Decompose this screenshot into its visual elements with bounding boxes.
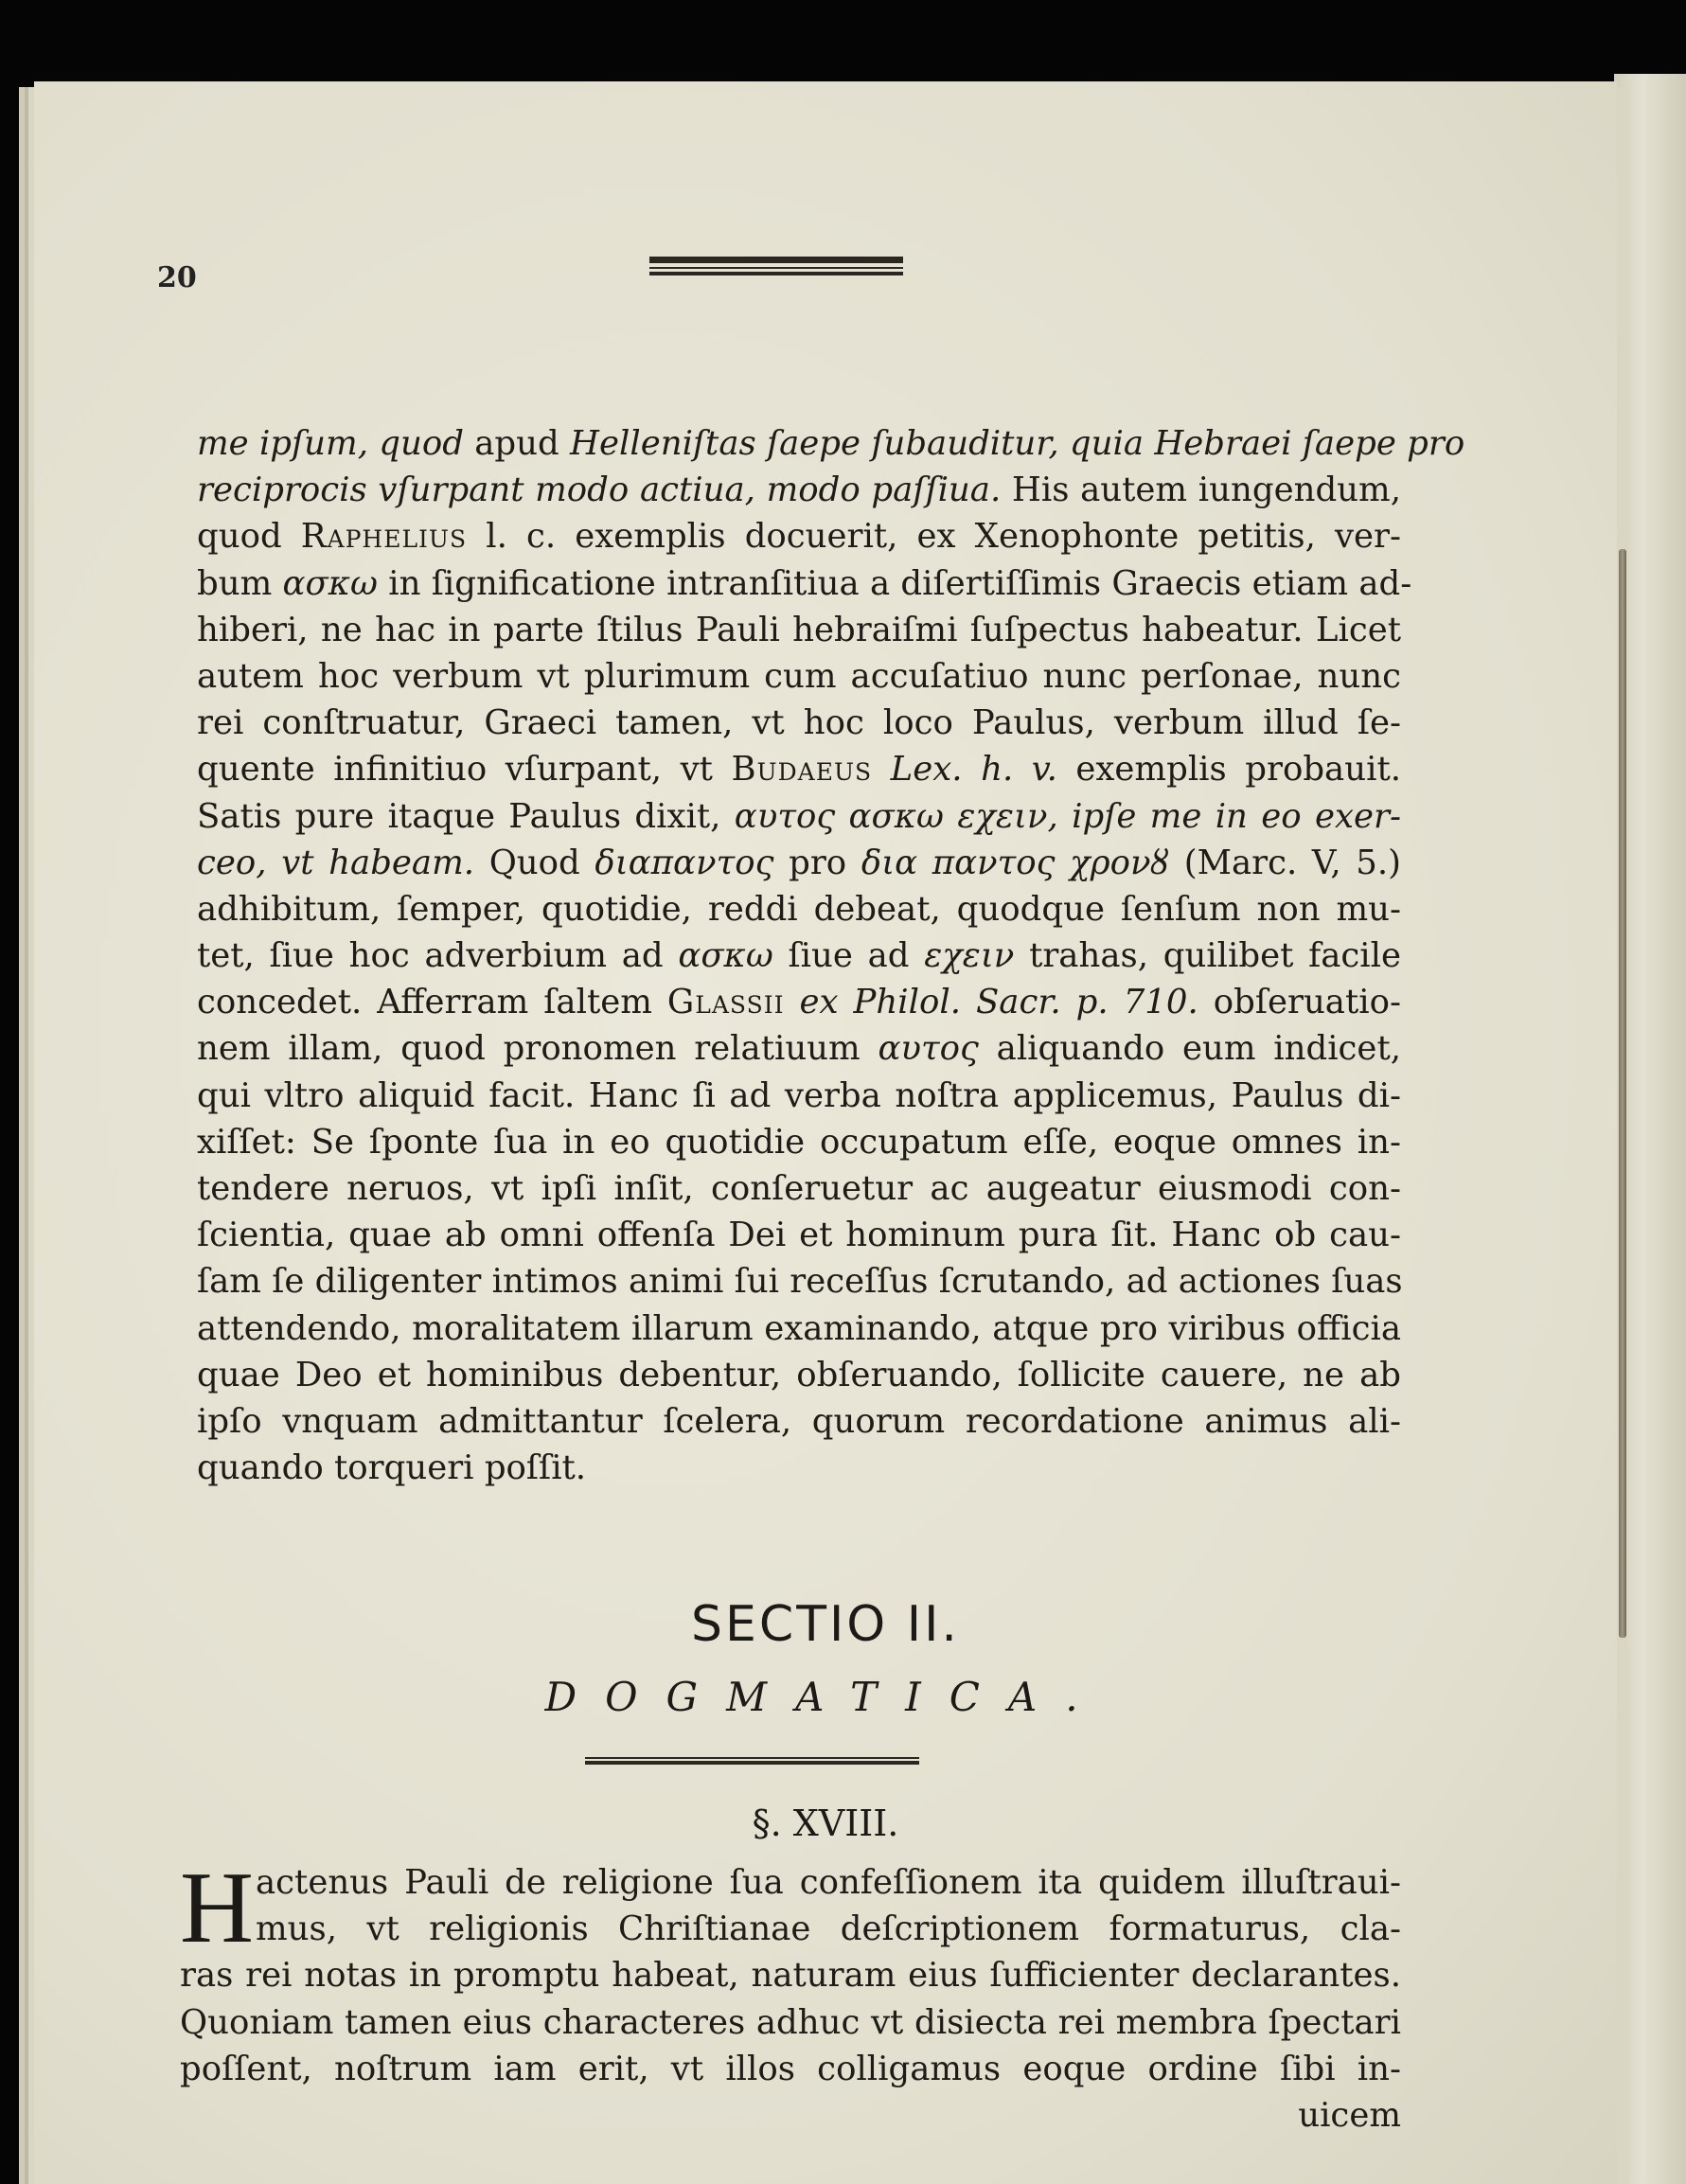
text-run: tendere neruos, vt ipſi inſit, conſeruetur ac augeatur eiusmodi con- — [197, 1169, 1401, 1208]
text-line — [197, 1398, 1401, 1445]
text-line: Quoniam tamen eius characteres adhuc vt disiecta rei membra ſpectari — [180, 2002, 1401, 2042]
text-line: poſſent, noſtrum iam erit, vt illos colligamus eoque ordine ſibi in- — [180, 2049, 1401, 2088]
text-line — [197, 1445, 1401, 1491]
text-run — [1058, 797, 1072, 836]
text-run: adhibitum, ſemper, quotidie, reddi debeat, quodque ſenſum non mu- — [197, 889, 1401, 929]
text-run: aliquando eum indicet, — [978, 1029, 1401, 1069]
text-run: trahas, quilibet facile — [1014, 936, 1401, 976]
text-run — [872, 750, 891, 789]
text-line — [197, 1119, 1401, 1165]
author-name: Raphelius — [300, 517, 468, 557]
greek-word: ασκω — [678, 936, 773, 976]
second-paragraph — [180, 1852, 1401, 2139]
text-line — [197, 793, 1401, 840]
text-line — [197, 653, 1401, 700]
text-run: Satis pure itaque Paulus dixit, — [197, 796, 735, 836]
text-line — [197, 700, 1401, 746]
text-line — [197, 1025, 1401, 1072]
text-run: ſiue ad — [772, 936, 925, 976]
text-run: quae Deo et hominibus debentur, obſeruando, ſollicite cauere, ne ab — [197, 1355, 1401, 1394]
section-subtitle: DOGMATICA. — [544, 1674, 1107, 1720]
text-line — [197, 979, 1401, 1025]
text-run: (Marc. V, 5.) — [1169, 843, 1402, 882]
text-line — [197, 1165, 1401, 1212]
text-run: ex Philol. Sacr. p. 710. — [799, 983, 1198, 1022]
drop-cap-initial: H — [180, 1852, 254, 1964]
text-run: nem illam, quod pronomen relatiuum — [197, 1029, 878, 1069]
page-number: 20 — [157, 261, 197, 294]
text-line — [197, 420, 1465, 467]
text-run: obſeruatio- — [1198, 983, 1401, 1022]
text-run: l. c. exemplis docuerit, ex Xenophonte petitis, ver- — [467, 517, 1401, 557]
author-name: Glassii — [666, 983, 785, 1022]
text-run: me ipſum, quod — [197, 424, 464, 463]
greek-word: αυτος — [878, 1029, 979, 1069]
text-run: pro — [773, 843, 861, 882]
text-run: bum — [197, 563, 283, 603]
text-run: quod — [197, 517, 301, 557]
text-run: exemplis probauit. — [1056, 750, 1401, 790]
text-run — [784, 983, 799, 1021]
text-run: quente infinitiuo vſurpant, vt — [197, 750, 732, 790]
text-run: ſam ſe diligenter intimos animi ſui receſſus ſcrutando, ad actiones ſuas — [197, 1262, 1403, 1302]
text-line — [197, 932, 1401, 979]
text-line — [197, 1073, 1401, 1119]
text-run: ſcientia, quae ab omni offenſa Dei et hominum pura ſit. Hanc ob cau- — [197, 1216, 1401, 1255]
greek-word: αυτος ασκω εχειν, — [734, 796, 1058, 836]
main-paragraph — [197, 420, 1465, 1491]
binding-thread — [1619, 549, 1626, 1638]
section-title: SECTIO II. — [691, 1596, 960, 1653]
text-line: mus, vt religionis Chriſtianae deſcriptionem formaturus, cla- — [256, 1909, 1401, 1949]
text-run: His autem iungendum, — [1001, 471, 1401, 510]
greek-word: δια παντος χρονȣ — [861, 843, 1170, 882]
text-run: concedet. Afferram ſaltem — [197, 983, 667, 1022]
text-run: ceo, vt habeam. — [197, 843, 475, 882]
text-run: Helleniſtas ſaepe ſubauditur, quia Hebraei ſaepe pro — [570, 424, 1465, 463]
text-run: apud — [463, 424, 571, 463]
text-line — [197, 1305, 1401, 1352]
text-run: attendendo, moralitatem illarum examinando, atque pro viribus officia — [197, 1308, 1401, 1348]
text-line — [197, 886, 1401, 932]
text-line — [197, 746, 1401, 792]
header-rule — [649, 257, 903, 277]
text-line — [197, 560, 1412, 607]
text-run: ipſe me in eo exer- — [1072, 796, 1401, 836]
text-run: qui vltro aliquid facit. Hanc ſi ad verba noſtra applicemus, Paulus di- — [197, 1075, 1401, 1115]
paragraph-number: §. XVIII. — [752, 1802, 899, 1844]
text-line — [197, 513, 1401, 559]
text-line: actenus Pauli de religione ſua confeſſionem ita quidem illuſtraui- — [256, 1863, 1401, 1902]
text-run: in ſignificatione intranſitiua a diſertiſſimis Graecis etiam ad- — [377, 563, 1412, 603]
text-line — [197, 1258, 1401, 1305]
text-run: autem hoc verbum vt plurimum cum accuſatiuo nunc perſonae, nunc — [197, 656, 1401, 696]
text-run: Quod — [474, 843, 595, 882]
greek-word: διαπαντος — [595, 843, 774, 882]
section-rule — [585, 1757, 919, 1765]
greek-word: εχειν — [924, 936, 1015, 976]
book-page — [34, 81, 1617, 2184]
text-line — [197, 607, 1401, 653]
text-line: ras rei notas in promptu habeat, naturam eius ſufficienter declarantes. — [180, 1956, 1401, 1996]
text-run: hiberi, ne hac in parte ſtilus Pauli hebraiſmi ſuſpectus habeatur. Licet — [197, 610, 1401, 649]
author-name: Budaeus — [731, 750, 873, 790]
text-run: tet, ſiue hoc adverbium ad — [197, 936, 679, 976]
text-line — [197, 1352, 1401, 1398]
greek-word: ασκω — [282, 563, 378, 603]
text-run: reciprocis vſurpant modo actiua, modo paſſiua. — [197, 471, 1002, 510]
text-run: Lex. h. v. — [890, 750, 1057, 790]
catchword: uicem — [1298, 2095, 1401, 2135]
text-run: ipſo vnquam admittantur ſcelera, quorum recordatione animus ali- — [197, 1401, 1401, 1441]
text-line — [197, 840, 1401, 886]
text-run: rei conſtruatur, Graeci tamen, vt hoc loco Paulus, verbum illud ſe- — [197, 703, 1401, 743]
text-run: quando torqueri poſſit. — [197, 1448, 587, 1488]
text-run: xiſſet: Se ſponte ſua in eo quotidie occupatum eſſe, eoque omnes in- — [197, 1122, 1401, 1162]
text-line — [197, 467, 1401, 513]
text-line — [197, 1212, 1401, 1258]
